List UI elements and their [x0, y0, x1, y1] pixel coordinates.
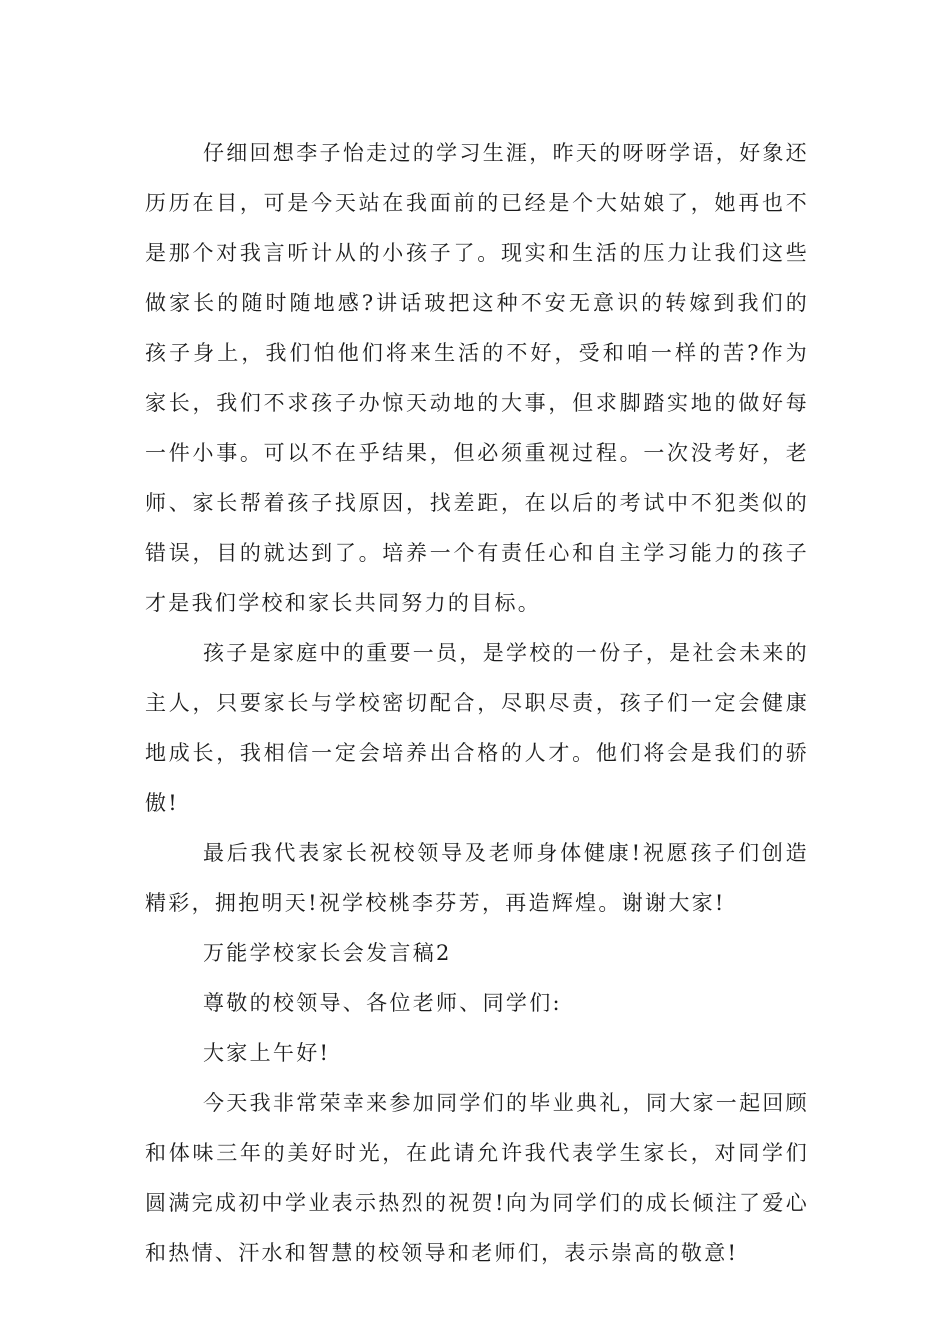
paragraph-graduation: 今天我非常荣幸来参加同学们的毕业典礼，同大家一起回顾和体味三年的美好时光，在此请允许我代表学生家长，对同学们圆满完成初中学业表示热烈的祝贺!向为同学们的成长倾注了爱心和热情、汗水和智慧的校领导和老师们，表示崇高的敬意!: [145, 1091, 809, 1265]
greeting: 大家上午好!: [203, 1041, 331, 1065]
section-title: 万能学校家长会发言稿2: [203, 941, 452, 965]
document-body: [145, 128, 809, 1278]
paragraph-family-role: 孩子是家庭中的重要一员，是学校的一份子，是社会未来的主人，只要家长与学校密切配合，尽职尽责，孩子们一定会健康地成长，我相信一定会培养出合格的人才。他们将会是我们的骄傲!: [145, 641, 809, 815]
paragraph-reflection: 仔细回想李子怡走过的学习生涯，昨天的呀呀学语，好象还历历在目，可是今天站在我面前的已经是个大姑娘了，她再也不是那个对我言听计从的小孩子了。现实和生活的压力让我们这些做家长的随时随地感?讲话玻把这种不安无意识的转嫁到我们的孩子身上，我们怕他们将来生活的不好，受和咱一样的苦?作为家长，我们不求孩子办惊天动地的大事，但求脚踏实地的做好每一件小事。可以不在乎结果，但必须重视过程。一次没考好，老师、家长帮着孩子找原因，找差距，在以后的考试中不犯类似的错误，目的就达到了。培养一个有责任心和自主学习能力的孩子才是我们学校和家长共同努力的目标。: [145, 141, 809, 615]
paragraph-closing-wishes: 最后我代表家长祝校领导及老师身体健康!祝愿孩子们创造精彩，拥抱明天!祝学校桃李芬芳，再造辉煌。谢谢大家!: [145, 841, 809, 915]
salutation: 尊敬的校领导、各位老师、同学们:: [203, 991, 562, 1015]
